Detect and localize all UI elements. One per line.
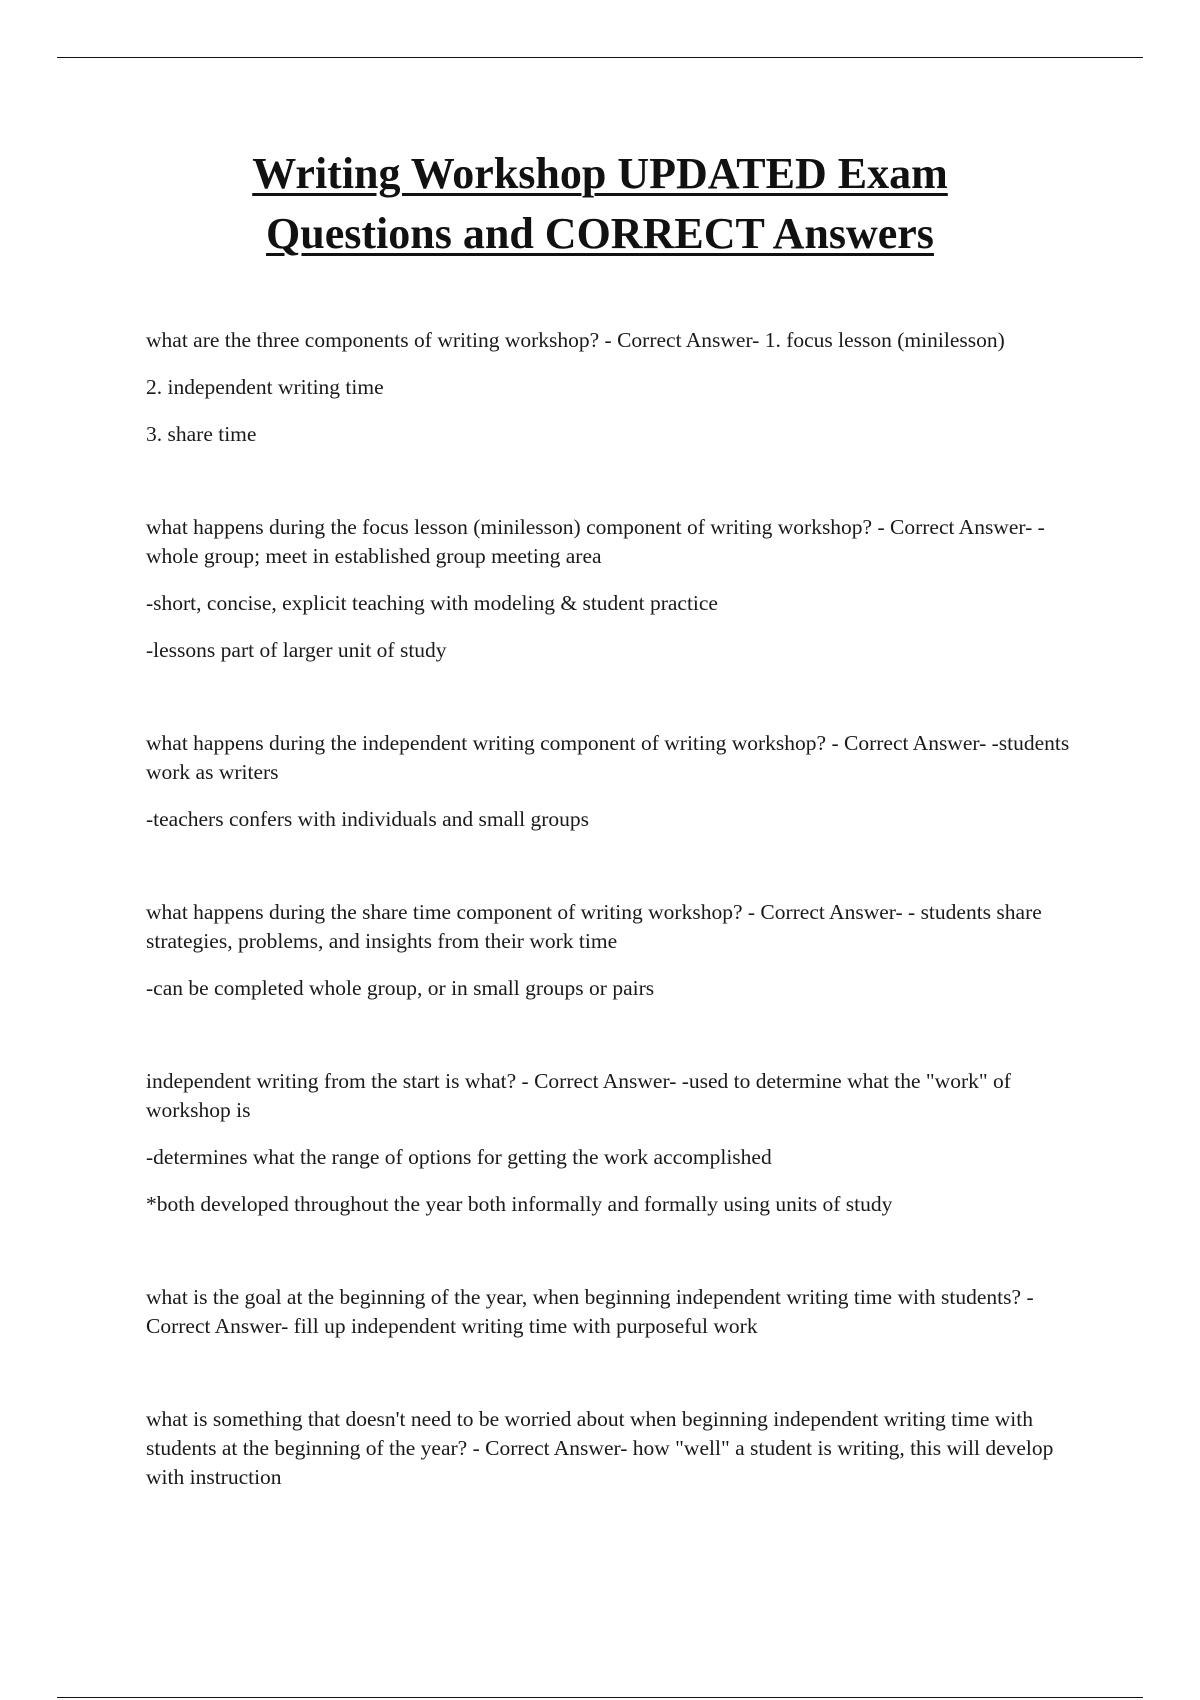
qa-item <box>146 513 1081 665</box>
qa-item <box>146 326 1081 449</box>
qa-item <box>146 1405 1081 1492</box>
answer-line: -can be completed whole group, or in small groups or pairs <box>146 976 655 1000</box>
question-with-answer: what are the three components of writing workshop? - Correct Answer- 1. focus lesson (minilesson) <box>146 328 1005 352</box>
answer-line: 2. independent writing time <box>146 375 384 399</box>
answer-line: 3. share time <box>146 422 257 446</box>
qa-list <box>146 326 1081 1556</box>
answer-line: -determines what the range of options for getting the work accomplished <box>146 1145 772 1169</box>
question-with-answer: what happens during the share time component of writing workshop? - Correct Answer- - students share strategies, problems, and insights from their work time <box>146 900 1042 953</box>
qa-item <box>146 1067 1081 1219</box>
question-with-answer: what happens during the independent writing component of writing workshop? - Correct Answer- -students work as writers <box>146 731 1070 784</box>
question-with-answer: what is the goal at the beginning of the year, when beginning independent writing time with students? - Correct Answer- fill up independent writing time with purposeful work <box>146 1285 1034 1338</box>
answer-line: -lessons part of larger unit of study <box>146 638 447 662</box>
qa-item <box>146 898 1081 1003</box>
qa-item <box>146 729 1081 834</box>
qa-item <box>146 1283 1081 1341</box>
top-rule <box>57 57 1143 58</box>
answer-line: *both developed throughout the year both informally and formally using units of study <box>146 1192 893 1216</box>
title-line-1: Writing Workshop UPDATED Exam <box>252 149 948 198</box>
answer-line: -teachers confers with individuals and small groups <box>146 807 590 831</box>
answer-line: -short, concise, explicit teaching with modeling & student practice <box>146 591 718 615</box>
title-line-2: Questions and CORRECT Answers <box>266 209 934 258</box>
question-with-answer: what happens during the focus lesson (minilesson) component of writing workshop? - Correct Answer- -whole group; meet in established group meeting area <box>146 515 1045 568</box>
question-with-answer: what is something that doesn't need to be worried about when beginning independent writing time with students at the beginning of the year? - Correct Answer- how "well" a student is writing, this will develop with instruction <box>146 1407 1054 1489</box>
bottom-rule <box>57 1697 1143 1698</box>
question-with-answer: independent writing from the start is what? - Correct Answer- -used to determine what the "work" of workshop is <box>146 1069 1011 1122</box>
page-title <box>100 144 1100 264</box>
